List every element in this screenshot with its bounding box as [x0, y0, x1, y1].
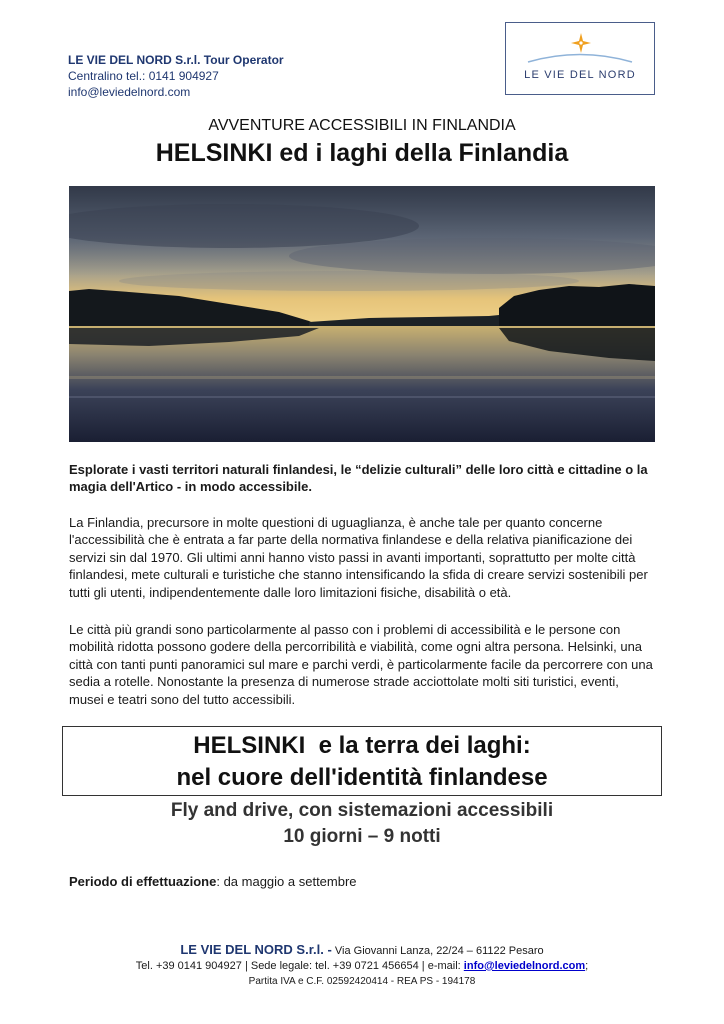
logo-text: LE VIE DEL NORD [524, 69, 636, 81]
body-paragraph-1: La Finlandia, precursore in molte questioni di uguaglianza, è anche tale per quanto concerne l'accessibilità che è entrata a far parte della normativa finlandese e della relativa pianificazione dei servizi sin dal 1970. Gli ultimi anni hanno visto passi in avanti importanti, soprattutto per molte città finlandesi, mete culturali e turistiche che stanno intensificando la sfida di creare servizi sostenibili per tutti gli utenti, indipendentemente dalle loro limitazioni fisiche, disabilità o età. [69, 515, 648, 600]
period-info [69, 874, 357, 889]
company-info [68, 52, 284, 100]
footer-company: LE VIE DEL NORD S.r.l. - [180, 942, 332, 957]
hero-photo [69, 186, 655, 442]
period-label: Periodo di effettuazione [69, 874, 217, 889]
body-paragraph-2: Le città più grandi sono particolarmente al passo con i problemi di accessibilità e le persone con mobilità ridotta possono godere della percorribilità e viabilità, come ogni altra persona. Helsinki, una città con tanti punti panoramici sul mare e parchi verdi, è particolarmente facile da percorrere con una sedia a rotelle. Nonostante la presenza di numerose strade acciottolate molti siti turistici, eventi, musei e teatri sono del tutto accessibili. [69, 622, 653, 707]
footer-line-2 [0, 960, 724, 972]
company-logo [505, 22, 655, 95]
company-phone: Centralino tel.: 0141 904927 [68, 69, 219, 83]
page-title: HELSINKI ed i laghi della Finlandia [155, 139, 569, 167]
footer-contacts: Tel. +39 0141 904927 | Sede legale: tel. +39 0721 456654 | e-mail: [135, 960, 464, 972]
page-kicker: AVVENTURE ACCESSIBILI IN FINLANDIA [208, 117, 516, 134]
company-email: info@leviedelnord.com [68, 85, 191, 99]
subtitle-line-1: Fly and drive, con sistemazioni accessibili [170, 800, 554, 821]
footer-suffix: ; [585, 960, 589, 972]
boxed-heading-line-1: HELSINKI e la terra dei laghi: [193, 732, 531, 759]
footer-line-1 [0, 942, 724, 957]
footer-email-link[interactable]: info@leviedelnord.com [463, 960, 586, 972]
period-value: : da maggio a settembre [216, 874, 357, 889]
boxed-heading-line-2: nel cuore dell'identità finlandese [176, 764, 548, 791]
star-icon [571, 33, 591, 53]
subtitle-line-2: 10 giorni – 9 notti [283, 826, 441, 847]
logo-graphic [506, 23, 654, 94]
footer-address: Via Giovanni Lanza, 22/24 – 61122 Pesaro [331, 945, 544, 957]
boxed-heading [62, 726, 662, 796]
intro-paragraph: Esplorate i vasti territori naturali finlandesi, le “delizie culturali” delle loro città e cittadine o la magia dell'Artico - in modo accessibile. [69, 462, 648, 495]
company-name: LE VIE DEL NORD S.r.l. Tour Operator [68, 53, 284, 67]
footer-line-3: Partita IVA e C.F. 02592420414 - REA PS - 194178 [248, 976, 476, 987]
